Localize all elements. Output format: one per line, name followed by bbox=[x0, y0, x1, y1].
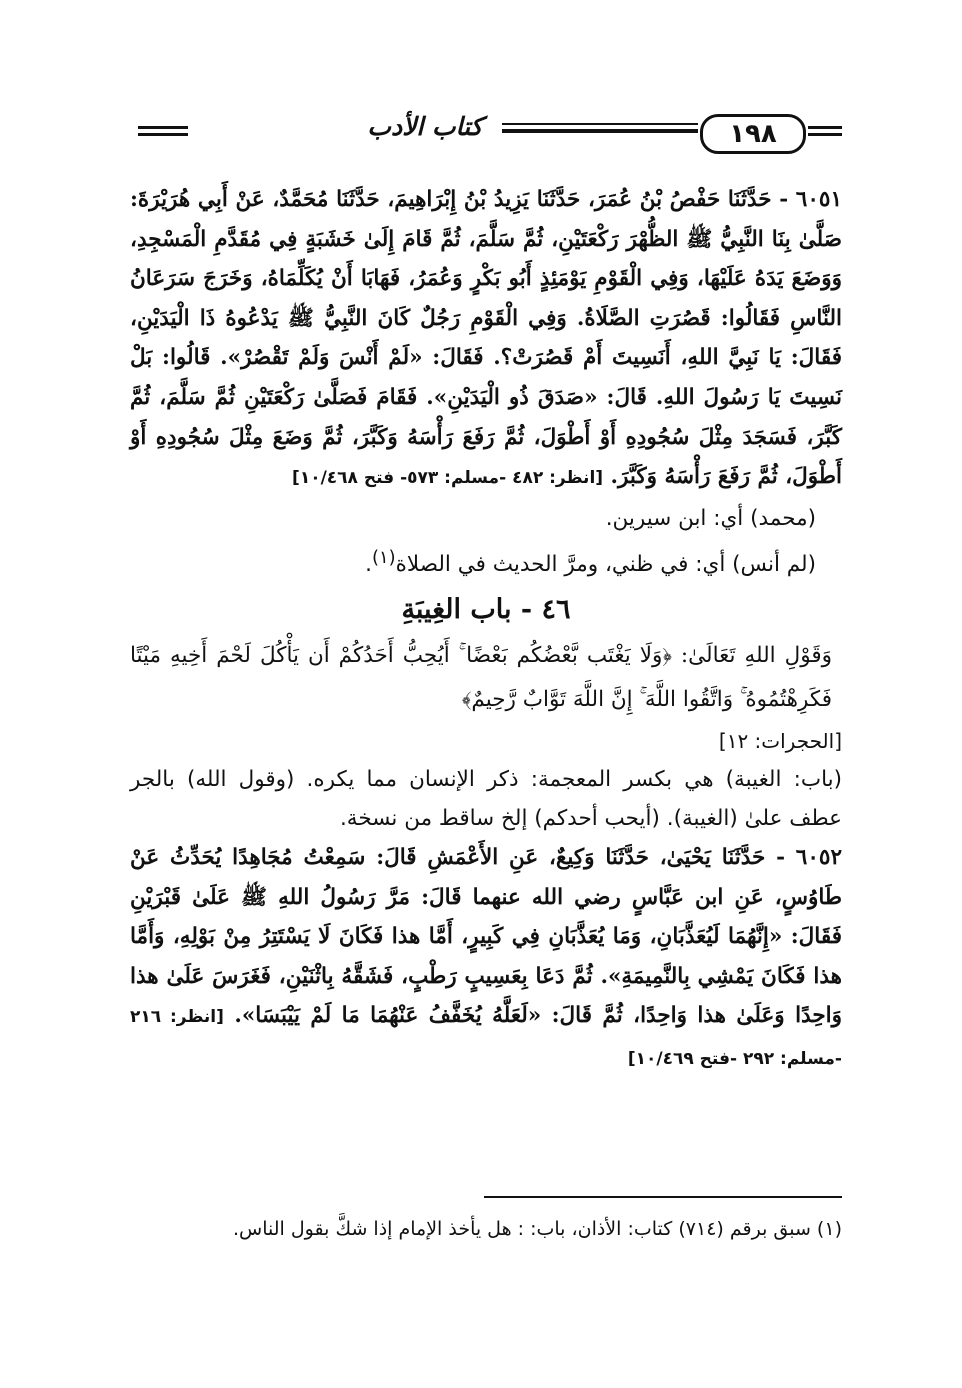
header-rule bbox=[502, 129, 698, 133]
hadith-reference: [انظر: ٤٨٢ -مسلم: ٥٧٣- فتح ١٠/٤٦٨] bbox=[292, 468, 604, 489]
header-rule bbox=[808, 126, 842, 129]
footnote-separator bbox=[484, 1196, 842, 1198]
page-body bbox=[130, 180, 842, 1079]
book-title: كتاب الأدب bbox=[367, 112, 483, 141]
page-header bbox=[120, 112, 842, 162]
quran-verse: ﴿وَلَا يَغْتَب بَّعْضُكُم بَعْضًا ۚ أَيُحِبُّ أَحَدُكُمْ أَن يَأْكُلَ لَحْمَ أَخِيهِ مَيْتًا فَكَرِهْتُمُوهُ ۚ وَاتَّقُوا اللَّهَ ۚ إِنَّ اللَّهَ تَوَّابٌ رَّحِيمٌ﴾ bbox=[130, 642, 832, 712]
section-title: ٤٦ - باب الغِيبَةِ bbox=[401, 593, 571, 625]
commentary: (باب: الغيبة) هي بكسر المعجمة: ذكر الإنسان مما يكره. (وقول الله) بالجر عطف علىٰ (الغيبة). (أيحب أحدكم) إلخ ساقط من نسخة. bbox=[130, 766, 842, 831]
quran-reference: [الحجرات: ١٢] bbox=[718, 728, 842, 753]
commentary-text: (لم أنس) أي: في ظني، ومرَّ الحديث في الصلاة bbox=[395, 551, 816, 577]
footnote: (١) سبق برقم (٧١٤) كتاب: الأذان، باب: : هل يأخذ الإمام إذا شكَّ بقول الناس. bbox=[233, 1218, 842, 1240]
hadith-6052 bbox=[130, 838, 842, 1080]
hadith-text: ٦٠٥١ - حَدَّثَنَا حَفْصُ بْنُ عُمَرَ، حَدَّثَنَا يَزِيدُ بْنُ إِبْرَاهِيمَ، حَدَّثَنَا مُحَمَّدٌ، عَنْ أَبِي هُرَيْرَةَ: صَلَّىٰ بِنَا النَّبِيُّ ﷺ الظُّهْرَ رَكْعَتَيْنِ، ثُمَّ سَلَّمَ، ثُمَّ قَامَ إِلَىٰ خَشَبَةٍ فِي مُقَدَّمِ الْمَسْجِدِ، وَوَضَعَ يَدَهُ عَلَيْهَا، وَفِي الْقَوْمِ يَوْمَئِذٍ أَبُو بَكْرٍ وَعُمَرُ، فَهَابَا أَنْ يُكَلِّمَاهُ، وَخَرَجَ سَرَعَانُ النَّاسِ فَقَالُوا: قَصُرَتِ الصَّلَاةُ. وَفِي الْقَوْمِ رَجُلٌ كَانَ النَّبِيُّ ﷺ يَدْعُوهُ ذَا الْيَدَيْنِ، فَقَالَ: يَا نَبِيَّ اللهِ، أَنَسِيتَ أَمْ قَصُرَتْ؟. فَقَالَ: «لَمْ أَنْسَ وَلَمْ تَقْصُرْ». قَالُوا: بَلْ نَسِيتَ يَا رَسُولَ اللهِ. قَالَ: «صَدَقَ ذُو الْيَدَيْنِ». فَقَامَ فَصَلَّىٰ رَكْعَتَيْنِ ثُمَّ سَلَّمَ، ثُمَّ كَبَّرَ، فَسَجَدَ مِثْلَ سُجُودِهِ أَوْ أَطْوَلَ، ثُمَّ رَفَعَ رَأْسَهُ وَكَبَّرَ، ثُمَّ وَضَعَ مِثْلَ سُجُودِهِ أَوْ أَطْوَلَ، ثُمَّ رَفَعَ رَأْسَهُ وَكَبَّرَ. bbox=[130, 187, 842, 490]
header-rule bbox=[138, 126, 188, 129]
header-rule bbox=[138, 133, 188, 136]
hadith-text: ٦٠٥٢ - حَدَّثَنَا يَحْيَىٰ، حَدَّثَنَا وَكِيعٌ، عَنِ الأَعْمَشِ قَالَ: سَمِعْتُ مُجَاهِدًا يُحَدِّثُ عَنْ طَاوُسٍ، عَنِ ابن عَبَّاسٍ رضي الله عنهما قَالَ: مَرَّ رَسُولُ اللهِ ﷺ عَلَىٰ قَبْرَيْنِ فَقَالَ: «إِنَّهُمَا لَيُعَذَّبَانِ، وَمَا يُعَذَّبَانِ فِي كَبِيرٍ، أَمَّا هذا فَكَانَ لَا يَسْتَتِرُ مِنْ بَوْلِهِ، وَأَمَّا هذا فَكَانَ يَمْشِي بِالنَّمِيمَةِ». ثُمَّ دَعَا بِعَسِيبٍ رَطْبٍ، فَشَقَّهُ بِاثْنَيْنِ، فَغَرَسَ عَلَىٰ هذا وَاحِدًا وَعَلَىٰ هذا وَاحِدًا، ثُمَّ قَالَ: «لَعَلَّهُ يُخَفَّفُ عَنْهُمَا مَا لَمْ يَيْبَسَا». bbox=[130, 844, 842, 1029]
header-rule bbox=[502, 123, 698, 125]
quran-quote bbox=[130, 634, 842, 722]
footnote-marker: (١) bbox=[371, 546, 396, 568]
commentary: (لم أنس) أي: في ظني، ومرَّ الحديث في الصلاة$^{(١)}$. bbox=[365, 546, 816, 577]
commentary: (محمد) أي: ابن سيرين. bbox=[605, 505, 816, 531]
hadith-6051 bbox=[130, 180, 842, 499]
page-number: ١٩٨ bbox=[700, 114, 806, 154]
quran-intro: وَقَوْلِ اللهِ تَعَالَىٰ: bbox=[680, 642, 832, 668]
header-rule bbox=[808, 133, 842, 136]
hadith-reference: [انظر: ٢١٦ -مسلم: ٢٩٢ -فتح ١٠/٤٦٩] bbox=[130, 1007, 842, 1069]
